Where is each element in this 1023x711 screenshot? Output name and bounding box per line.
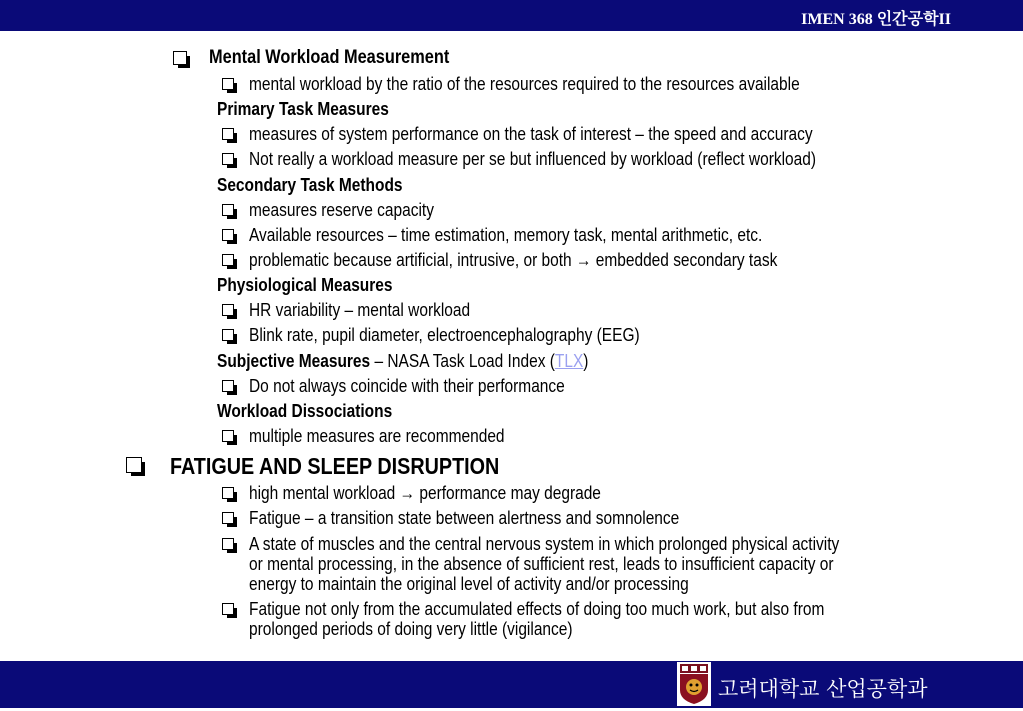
list-item: Blink rate, pupil diameter, electroencephalography (EEG) bbox=[249, 325, 640, 345]
checkbox-bullet-icon bbox=[222, 304, 234, 316]
list-item: HR variability – mental workload bbox=[249, 300, 471, 320]
list-item-line: Fatigue not only from the accumulated effects of doing too much work, but also from bbox=[249, 599, 825, 619]
checkbox-bullet-icon bbox=[173, 51, 187, 65]
checkbox-bullet-icon bbox=[222, 487, 234, 499]
university-logo bbox=[677, 662, 711, 706]
checkbox-bullet-icon bbox=[222, 254, 234, 266]
list-item-line: or mental processing, in the absence of sufficient rest, leads to insufficient capacity or bbox=[249, 554, 834, 574]
list-item-line: A state of muscles and the central nervous system in which prolonged physical activity bbox=[249, 534, 840, 554]
list-item: Not really a workload measure per se but influenced by workload (reflect workload) bbox=[249, 149, 817, 169]
subjective-description: – NASA Task Load Index ( bbox=[370, 351, 555, 371]
checkbox-bullet-icon bbox=[222, 430, 234, 442]
list-item: Available resources – time estimation, memory task, mental arithmetic, etc. bbox=[249, 225, 763, 245]
list-item-line: energy to maintain the original level of activity and/or processing bbox=[249, 574, 689, 594]
footer-department: 고려대학교 산업공학과 bbox=[718, 677, 928, 701]
checkbox-bullet-icon bbox=[222, 78, 234, 90]
subheading-physiological: Physiological Measures bbox=[217, 275, 393, 295]
checkbox-bullet-icon bbox=[222, 380, 234, 392]
course-title: IMEN 368 인간공학II bbox=[801, 11, 951, 28]
list-item: measures of system performance on the task of interest – the speed and accuracy bbox=[249, 124, 813, 144]
section-title-fatigue: FATIGUE AND SLEEP DISRUPTION bbox=[170, 453, 500, 479]
header-bar bbox=[0, 0, 1023, 31]
list-item-line: prolonged periods of doing very little (vigilance) bbox=[249, 619, 573, 639]
list-item: Fatigue – a transition state between alertness and somnolence bbox=[249, 508, 680, 528]
tiger-crest-icon bbox=[677, 662, 711, 706]
checkbox-bullet-icon bbox=[126, 457, 142, 473]
subheading-primary: Primary Task Measures bbox=[217, 99, 389, 119]
list-item: Do not always coincide with their performance bbox=[249, 376, 565, 396]
checkbox-bullet-icon bbox=[222, 229, 234, 241]
subheading-dissociations: Workload Dissociations bbox=[217, 401, 393, 421]
checkbox-bullet-icon bbox=[222, 153, 234, 165]
list-item: mental workload by the ratio of the resources required to the resources available bbox=[249, 74, 800, 94]
section-title-mental-workload: Mental Workload Measurement bbox=[209, 47, 450, 68]
subheading-subjective-line bbox=[217, 351, 588, 372]
checkbox-bullet-icon bbox=[222, 329, 234, 341]
checkbox-bullet-icon bbox=[222, 512, 234, 524]
subheading-subjective: Subjective Measures bbox=[217, 351, 371, 371]
list-item: high mental workload → performance may degrade bbox=[249, 483, 601, 503]
subheading-secondary: Secondary Task Methods bbox=[217, 175, 403, 195]
list-item: problematic because artificial, intrusive, or both → embedded secondary task bbox=[249, 250, 778, 270]
list-item: multiple measures are recommended bbox=[249, 426, 505, 446]
tlx-link[interactable]: TLX bbox=[554, 351, 584, 371]
checkbox-bullet-icon bbox=[222, 603, 234, 615]
checkbox-bullet-icon bbox=[222, 538, 234, 550]
list-item: measures reserve capacity bbox=[249, 200, 434, 220]
checkbox-bullet-icon bbox=[222, 128, 234, 140]
subjective-close-paren: ) bbox=[583, 351, 589, 371]
checkbox-bullet-icon bbox=[222, 204, 234, 216]
